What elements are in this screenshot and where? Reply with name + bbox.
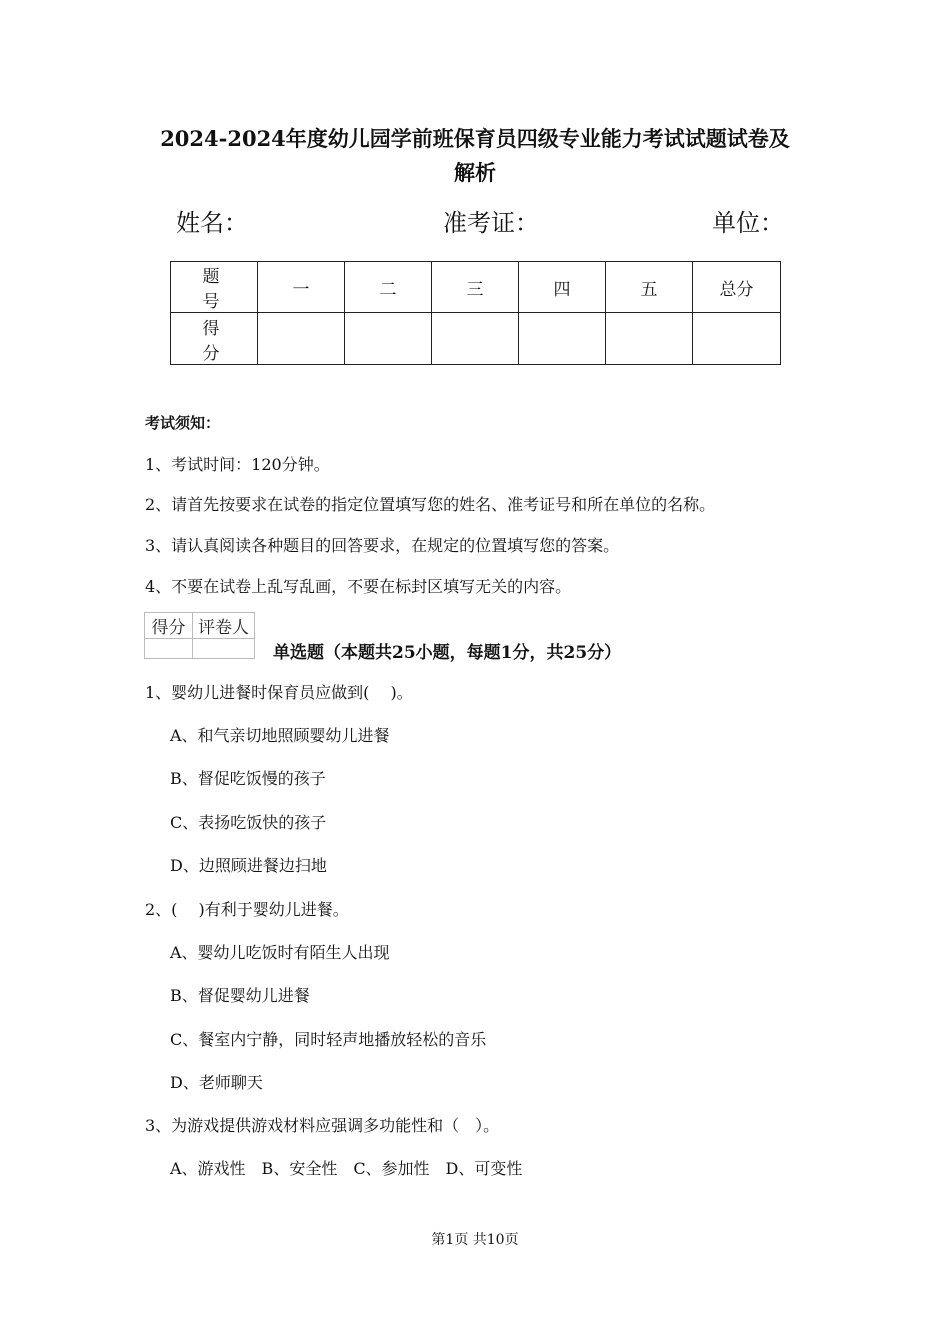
score-cell[interactable] bbox=[606, 313, 693, 365]
question-stem: 2、( )有利于婴幼儿进餐。 bbox=[145, 900, 349, 919]
name-label: 姓名： bbox=[176, 209, 248, 237]
column-5: 五 bbox=[606, 262, 693, 313]
option-d: D、老师聊天 bbox=[170, 1073, 263, 1092]
column-4: 四 bbox=[519, 262, 606, 313]
grader-name-cell[interactable] bbox=[193, 639, 255, 659]
column-total: 总分 bbox=[693, 262, 781, 313]
unit-label: 单位： bbox=[712, 209, 784, 237]
score-cell[interactable] bbox=[519, 313, 606, 365]
column-3: 三 bbox=[432, 262, 519, 313]
question-stem: 3、为游戏提供游戏材料应强调多功能性和（ ）。 bbox=[145, 1116, 500, 1135]
option-d: D、边照顾进餐边扫地 bbox=[170, 856, 327, 875]
note-item: 1、考试时间：120分钟。 bbox=[145, 455, 330, 474]
option-b: B、督促婴幼儿进餐 bbox=[170, 986, 310, 1005]
option-c: C、餐室内宁静，同时轻声地播放轻松的音乐 bbox=[170, 1030, 487, 1049]
score-label: 得 分 bbox=[171, 313, 258, 365]
score-cell-total[interactable] bbox=[693, 313, 781, 365]
grader-name-label: 评卷人 bbox=[193, 613, 255, 639]
score-cell[interactable] bbox=[432, 313, 519, 365]
grader-box bbox=[144, 612, 255, 659]
option-a: A、婴幼儿吃饭时有陌生人出现 bbox=[170, 943, 390, 962]
note-item: 2、请首先按要求在试卷的指定位置填写您的姓名、准考证号和所在单位的名称。 bbox=[145, 495, 716, 514]
option-a: A、和气亲切地照顾婴幼儿进餐 bbox=[170, 726, 390, 745]
score-table bbox=[170, 261, 781, 365]
options-inline: A、游戏性 B、安全性 C、参加性 D、可变性 bbox=[170, 1159, 523, 1178]
section-title: 单选题（本题共25小题，每题1分，共25分） bbox=[273, 643, 622, 663]
document-title-line2: 解析 bbox=[454, 160, 496, 185]
column-1: 一 bbox=[258, 262, 345, 313]
note-item: 3、请认真阅读各种题目的回答要求，在规定的位置填写您的答案。 bbox=[145, 536, 620, 555]
option-c: C、表扬吃饭快的孩子 bbox=[170, 813, 327, 832]
option-b: B、督促吃饭慢的孩子 bbox=[170, 769, 326, 788]
exam-id-label: 准考证： bbox=[443, 209, 539, 237]
score-table-header-row bbox=[171, 262, 781, 313]
page-footer: 第1页 共10页 bbox=[431, 1232, 519, 1248]
note-item: 4、不要在试卷上乱写乱画，不要在标封区填写无关的内容。 bbox=[145, 577, 572, 596]
score-cell[interactable] bbox=[258, 313, 345, 365]
question-stem: 1、婴幼儿进餐时保育员应做到( )。 bbox=[145, 683, 413, 702]
score-table-score-row bbox=[171, 313, 781, 365]
document-title-line1: 2024-2024年度幼儿园学前班保育员四级专业能力考试试题试卷及 bbox=[160, 126, 790, 151]
question-number-label: 题 号 bbox=[171, 262, 258, 313]
grader-score-label: 得分 bbox=[145, 613, 193, 639]
column-2: 二 bbox=[345, 262, 432, 313]
score-cell[interactable] bbox=[345, 313, 432, 365]
grader-score-cell[interactable] bbox=[145, 639, 193, 659]
notes-title: 考试须知： bbox=[145, 414, 221, 432]
